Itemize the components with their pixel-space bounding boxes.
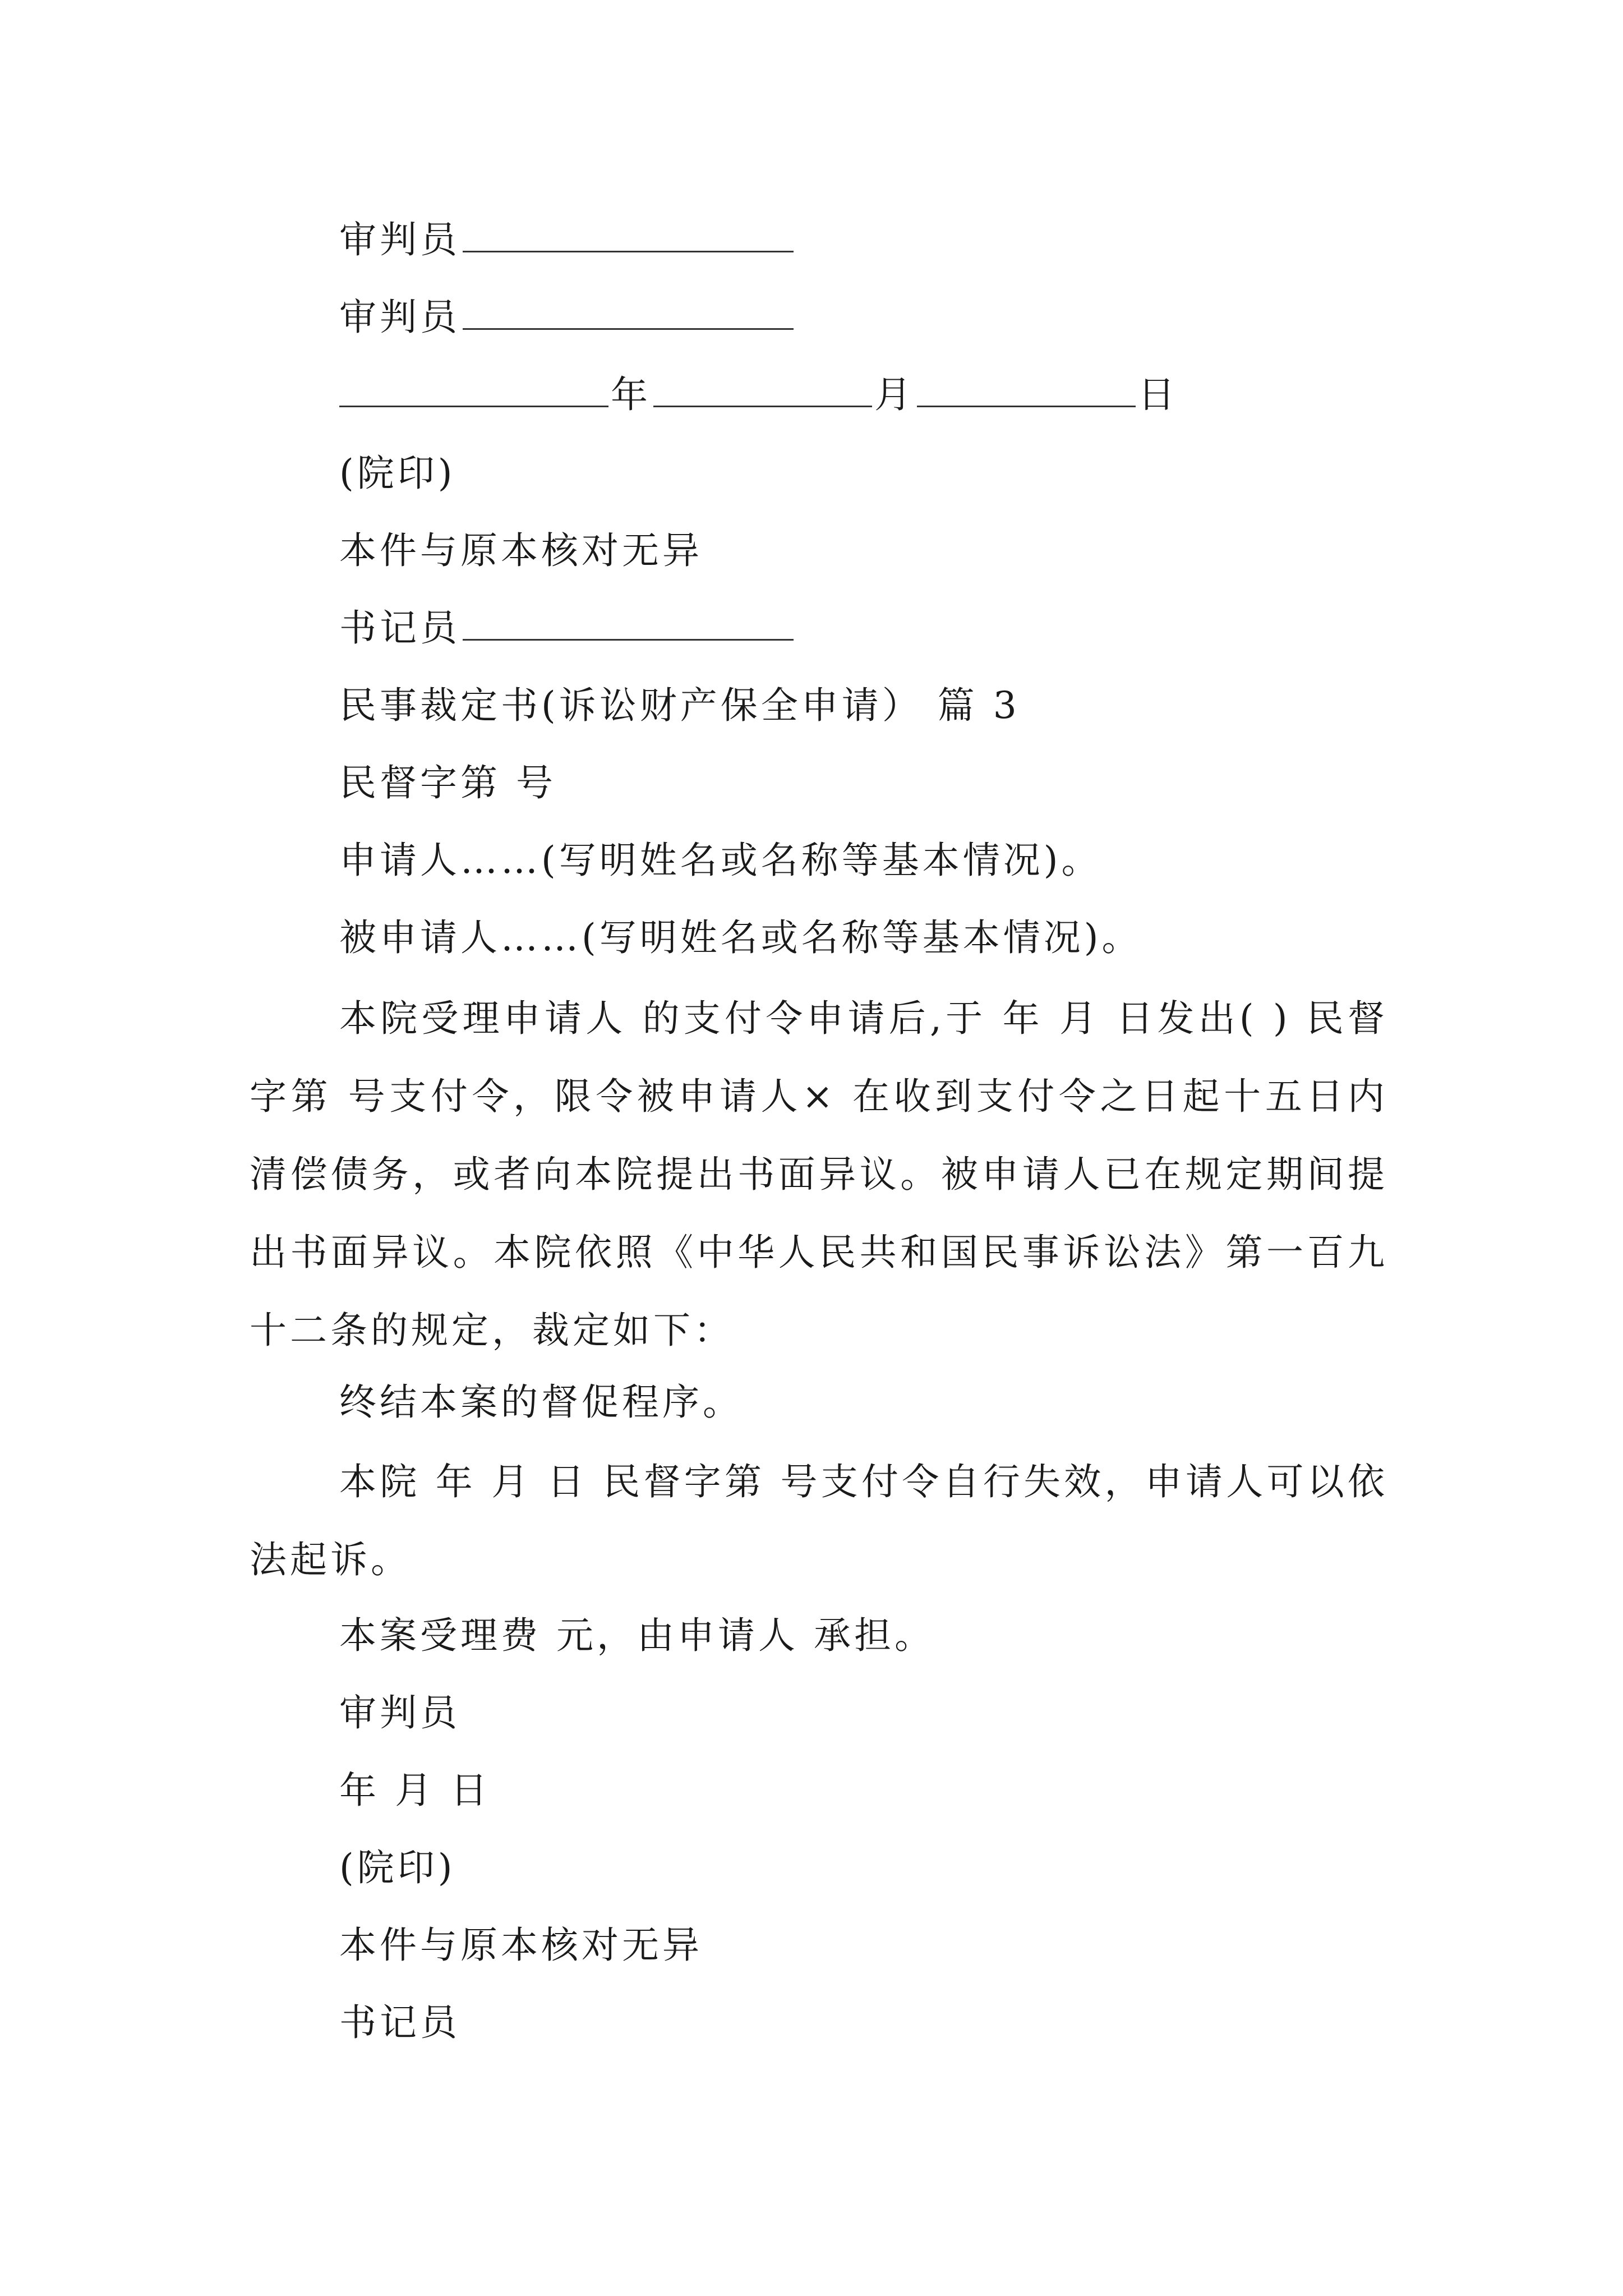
month-blank bbox=[653, 372, 872, 407]
verified-statement-1: 本件与原本核对无异 bbox=[339, 529, 703, 572]
applicant-line: 申请人……(写明姓名或名称等基本情况)。 bbox=[339, 839, 1102, 882]
clerk-label: 书记员 bbox=[339, 606, 460, 650]
case-number: 民督字第 号 bbox=[339, 761, 556, 804]
day-blank bbox=[917, 372, 1136, 407]
judge-signature-line-2 bbox=[339, 291, 796, 344]
judge-label: 审判员 bbox=[339, 218, 460, 261]
day-label: 日 bbox=[1138, 373, 1178, 416]
year-label: 年 bbox=[611, 373, 651, 416]
body-paragraph-2: 本院 年 月 日 民督字第 号支付令自行失效，申请人可以依法起诉。 bbox=[250, 1460, 1388, 1581]
judge-signature-line-1 bbox=[339, 213, 796, 267]
ruling-line: 终结本案的督促程序。 bbox=[339, 1381, 743, 1424]
signature-blank bbox=[463, 295, 794, 330]
respondent-line: 被申请人……(写明姓名或名称等基本情况)。 bbox=[339, 916, 1142, 959]
court-seal-2: (院印) bbox=[339, 1846, 456, 1889]
verified-statement-2: 本件与原本核对无异 bbox=[339, 1924, 703, 1967]
clerk-signature-line-1 bbox=[339, 601, 796, 655]
court-seal-1: (院印) bbox=[339, 452, 456, 495]
month-label: 月 bbox=[874, 373, 915, 416]
judge-line-2: 审判员 bbox=[339, 1691, 460, 1734]
date-line-2: 年 月 日 bbox=[339, 1769, 491, 1812]
signature-blank bbox=[463, 217, 794, 252]
section-heading: 民事裁定书(诉讼财产保全申请） 篇 3 bbox=[339, 684, 1020, 727]
date-line bbox=[339, 368, 1178, 422]
signature-blank bbox=[463, 605, 794, 641]
year-blank bbox=[339, 372, 608, 407]
judge-label: 审判员 bbox=[339, 296, 460, 339]
body-paragraph-1: 本院受理申请人 的支付令申请后,于 年 月 日发出( ) 民督字第 号支付令，限令被申请人× 在收到支付令之日起十五日内清偿债务，或者向本院提出书面异议。被申请人已在规定期间提出书面异议。本院依照《中华人民共和国民事诉讼法》第一百九十二条的规定，裁定如下： bbox=[250, 997, 1388, 1352]
clerk-line-2: 书记员 bbox=[339, 2001, 460, 2044]
fee-line: 本案受理费 元，由申请人 承担。 bbox=[339, 1614, 935, 1657]
